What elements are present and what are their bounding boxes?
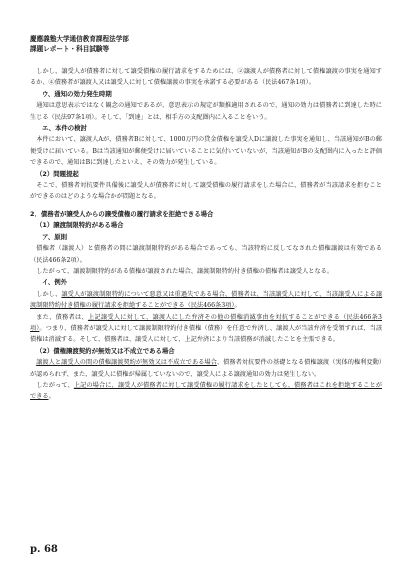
heading-section-2: 2．債務者が譲受人からの譲受債権の履行請求を拒絶できる場合 [30,209,214,218]
heading-case-review: エ、本件の検討 [42,124,87,133]
underlined-text: 譲渡人と譲受人の間の債権譲渡契約が無効又は不成立である場合 [36,359,217,367]
page-number: p. 68 [30,544,58,555]
heading-exception: イ、例外 [42,278,67,287]
heading-restriction-clause: （1）譲渡制限特約がある場合 [36,221,124,230]
paragraph-invalid-contract [30,357,382,380]
paragraph-issue: そこで、債務者対抗要件具備後に譲受人が債務者に対して譲受債権の履行請求をした場合に、債務者が当該請求を拒むことができるのはどのような場合かが問題となる。 [30,182,382,201]
heading-invalid-contract: （2）債権譲渡契約が無効又は不成立である場合 [36,346,175,355]
text-run: 。 [48,393,55,401]
document-header [30,34,380,54]
text-run: 。 [234,302,241,310]
paragraph-invalid-conclusion [30,380,382,403]
text-run: したがって、 [36,381,74,389]
heading-principle: ア、原則 [42,232,68,241]
paragraph-principle-conclusion: したがって、譲渡制限特約がある債権が譲渡された場合、譲渡制限特約付き債権の債権者は譲受人となる。 [36,267,334,275]
paragraph-exception-refusal [30,289,382,312]
paragraph-principle: 債権者（譲渡人）と債務者の間に譲渡制限特約がある場合であっても、当該特約に反してなされた債権譲渡は有効である（民法466条2項）。 [30,245,382,264]
paragraph-notice-effect: 通知は意思表示ではなく観念の通知であるが、意思表示の規定が類推適用されるので、通知の効力は債務者に到達した時に生じる（民法97条1項）。そして、「到達」とは、相手方の支配圏内に入ることをいう。 [30,102,382,121]
paragraph-exception-defense [30,312,382,346]
underlined-text: 上記譲受人に対して、譲渡人にした弁済その他の債権消滅事由を対抗することができる（民法466条3項） [30,313,382,332]
heading-notice-effect-timing: ウ、通知の効力発生時期 [42,89,112,98]
text-run: 。つまり、債務者が譲受人に対して譲渡制限特約付き債権（債務）を任意で弁済し、譲渡人が当該弁済を受領すれば、当該債権は消滅する。そして、債務者は、譲受人に対して、上記弁済により当該債務が消滅したことを主張できる。 [30,324,383,344]
underlined-text: 譲受人が譲渡制限特約について悪意又は重過失である場合、債務者は、当該譲受人に対して、当該譲受人による譲渡制限特約付き債権の履行請求を拒絶することができる（民法466条3項） [30,290,383,310]
text-run: しかし、 [36,290,62,298]
heading-issue: （2）問題提起 [36,169,79,178]
text-run: 、債務者対抗要件の基礎となる債権譲渡（実体的権利変動）が認められず、また、譲受人に債権が帰属していないので、譲受人による譲渡通知の効力は発生しない。 [30,359,383,378]
text-run: また、債務者は、 [36,313,88,321]
paragraph-case-review: 本件において、譲渡人Aが、債務者Bに対して、1000万円の貸金債権を譲受人Dに譲渡した事実を通知し、当該通知がBの郵便受けに届いている。Bは当該通知が郵便受けに届いていることに気付いていないが、当該通知がBの支配圏内に入ったと評価できるので、通知はBに到達したといえ、その効力が発生している。 [30,136,382,167]
header-subtitle: 課題レポート・科目試験等 [30,45,110,53]
document-body [30,66,382,403]
paragraph-notice-requirement: しかし、譲受人が債務者に対して譲受債権の履行請求をするためには、②譲渡人が債務者に対して債権譲渡の事実を通知するか、④債務者が譲渡人又は譲受人に対して債権譲渡の事実を承諾する必要がある（民法467条1項）。 [30,68,382,87]
underlined-text: 上記の場合に、譲受人が債務者に対して譲受債権の履行請求をしたとしても、債務者はこれを拒絶することができる [30,381,382,401]
header-university: 慶應義塾大学通信教育課程法学部 [30,35,129,43]
